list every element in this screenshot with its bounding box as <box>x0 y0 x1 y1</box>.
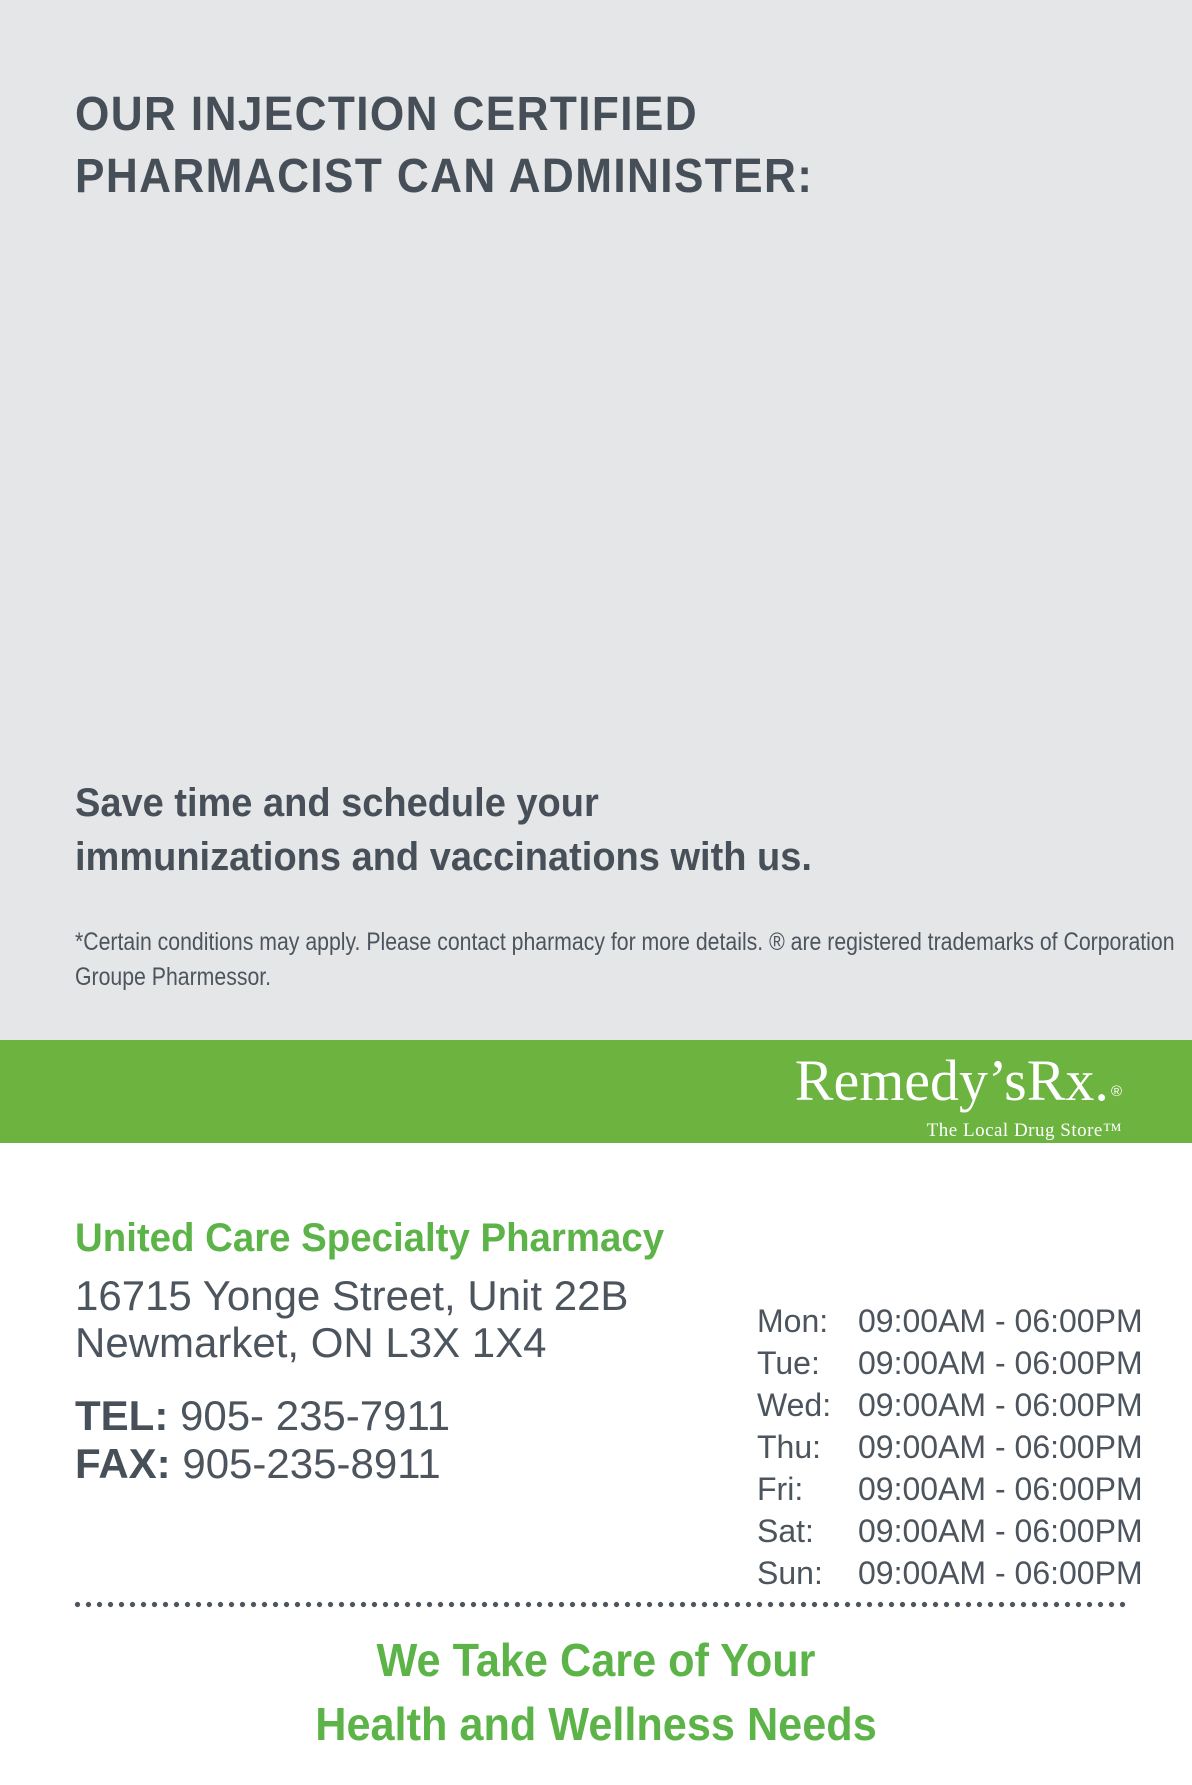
hero-subheading-line2: immunizations and vaccinations with us. <box>75 835 812 879</box>
hours-time: 09:00AM - 06:00PM <box>858 1303 1143 1339</box>
hero-subheading-line1: Save time and schedule your <box>75 781 599 825</box>
hours-time: 09:00AM - 06:00PM <box>858 1513 1143 1549</box>
hours-time: 09:00AM - 06:00PM <box>858 1471 1143 1507</box>
hours-time: 09:00AM - 06:00PM <box>858 1429 1143 1465</box>
logo-tagline: The Local Drug Store™ <box>926 1120 1122 1141</box>
hero-heading-line1: OUR INJECTION CERTIFIED <box>75 88 699 141</box>
address-line1: 16715 Yonge Street, Unit 22B <box>75 1272 629 1319</box>
remedysrx-logo <box>794 1048 1122 1141</box>
registered-mark: ® <box>1110 1083 1122 1100</box>
tel-line <box>75 1392 450 1440</box>
hours-day: Fri: <box>757 1471 804 1507</box>
logo-text: Remedy’sRx. <box>794 1048 1109 1113</box>
disclaimer-text: *Certain conditions may apply. Please contact pharmacy for more details. ® are registered trademarks of Corporation Groupe Pharmessor. <box>75 928 1175 991</box>
footer-tagline <box>36 1628 1156 1756</box>
hours-time: 09:00AM - 06:00PM <box>858 1555 1143 1591</box>
hero-heading <box>75 84 813 208</box>
pharmacy-address <box>75 1272 628 1366</box>
dotted-divider <box>72 1601 1130 1608</box>
brand-banner <box>0 1040 1192 1143</box>
tel-label: TEL: <box>75 1392 169 1439</box>
pharmacy-phones <box>75 1392 450 1488</box>
address-line2: Newmarket, ON L3X 1X4 <box>75 1319 547 1366</box>
footer-line2: Health and Wellness Needs <box>315 1698 877 1750</box>
fax-label: FAX: <box>75 1440 171 1487</box>
hero-subheading <box>75 776 812 884</box>
hero-heading-line2: PHARMACIST CAN ADMINISTER: <box>75 150 814 203</box>
hours-day: Wed: <box>757 1387 832 1423</box>
hours-day: Tue: <box>757 1345 820 1381</box>
hours-day: Mon: <box>757 1303 829 1339</box>
hours-time: 09:00AM - 06:00PM <box>858 1387 1143 1423</box>
hours-day: Thu: <box>757 1429 822 1465</box>
hours-day: Sun: <box>757 1555 823 1591</box>
tel-number: 905- 235-7911 <box>179 1392 451 1439</box>
pharmacy-name: United Care Specialty Pharmacy <box>75 1216 665 1260</box>
footer-line1: We Take Care of Your <box>376 1634 816 1686</box>
hours-time: 09:00AM - 06:00PM <box>858 1345 1143 1381</box>
fax-line <box>75 1440 450 1488</box>
logo-wordmark <box>794 1048 1122 1125</box>
fax-number: 905-235-8911 <box>182 1440 441 1487</box>
hours-table <box>757 1300 1143 1594</box>
hours-day: Sat: <box>757 1513 814 1549</box>
